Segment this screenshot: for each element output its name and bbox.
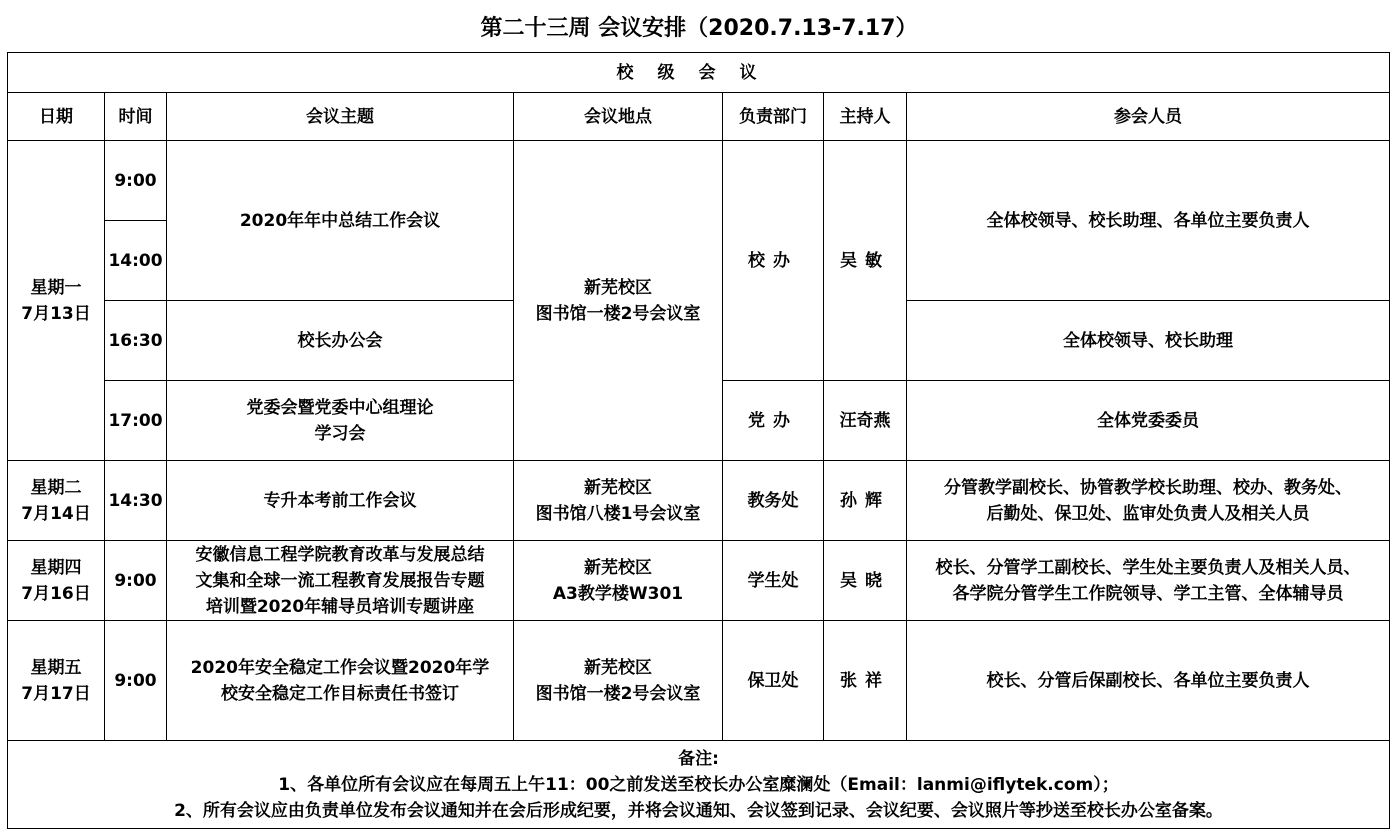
notes-cell <box>8 741 1390 829</box>
department-cell: 保卫处 <box>723 621 824 741</box>
department-cell: 党办 <box>723 381 824 461</box>
header-row <box>8 93 1390 141</box>
topic-cell: 2020年年中总结工作会议 <box>167 141 514 301</box>
section-row <box>8 53 1390 93</box>
attendees-cell: 校长、分管后保副校长、各单位主要负责人 <box>907 621 1390 741</box>
location-cell: 新芜校区 图书馆八楼1号会议室 <box>514 461 723 541</box>
time-cell: 9:00 <box>105 621 167 741</box>
department-cell: 教务处 <box>723 461 824 541</box>
location-cell: 新芜校区 A3教学楼W301 <box>514 541 723 621</box>
department-cell: 学生处 <box>723 541 824 621</box>
time-cell: 17:00 <box>105 381 167 461</box>
header-topic: 会议主题 <box>167 93 514 141</box>
date-cell: 星期四 7月16日 <box>8 541 105 621</box>
host-cell: 吴晓 <box>824 541 907 621</box>
header-department: 负责部门 <box>723 93 824 141</box>
note-item: 2、所有会议应由负责单位发布会议通知并在会后形成纪要，并将会议通知、会议签到记录、会议纪要、会议照片等抄送至校长办公室备案。 <box>174 800 1223 821</box>
section-title: 校级会议 <box>8 53 1390 93</box>
table-row <box>8 541 1390 621</box>
meeting-schedule-table <box>7 52 1390 829</box>
table-row <box>8 621 1390 741</box>
location-cell: 新芜校区 图书馆一楼2号会议室 <box>514 141 723 461</box>
header-location: 会议地点 <box>514 93 723 141</box>
page-title: 第二十三周 会议安排（2020.7.13-7.17） <box>480 15 918 41</box>
topic-cell: 2020年安全稳定工作会议暨2020年学 校安全稳定工作目标责任书签订 <box>167 621 514 741</box>
attendees-cell: 分管教学副校长、协管教学校长助理、校办、教务处、 后勤处、保卫处、监审处负责人及相关人员 <box>907 461 1390 541</box>
time-cell: 14:30 <box>105 461 167 541</box>
host-cell: 孙辉 <box>824 461 907 541</box>
header-host: 主持人 <box>824 93 907 141</box>
date-cell: 星期五 7月17日 <box>8 621 105 741</box>
topic-cell: 校长办公会 <box>167 301 514 381</box>
attendees-cell: 校长、分管学工副校长、学生处主要负责人及相关人员、 各学院分管学生工作院领导、学工主管、全体辅导员 <box>907 541 1390 621</box>
topic-cell: 党委会暨党委中心组理论 学习会 <box>167 381 514 461</box>
attendees-cell: 全体校领导、校长助理 <box>907 301 1390 381</box>
host-cell: 张祥 <box>824 621 907 741</box>
department-cell: 校办 <box>723 141 824 381</box>
topic-cell: 安徽信息工程学院教育改革与发展总结 文集和全球一流工程教育发展报告专题 培训暨2020年辅导员培训专题讲座 <box>167 541 514 621</box>
note-item: 1、各单位所有会议应在每周五上午11：00之前发送至校长办公室糜澜处（Email：lanmi@iflytek.com）； <box>278 774 1119 795</box>
header-time: 时间 <box>105 93 167 141</box>
table-row <box>8 461 1390 541</box>
time-cell: 9:00 <box>105 541 167 621</box>
header-attendees: 参会人员 <box>907 93 1390 141</box>
topic-cell: 专升本考前工作会议 <box>167 461 514 541</box>
attendees-cell: 全体校领导、校长助理、各单位主要负责人 <box>907 141 1390 301</box>
header-date: 日期 <box>8 93 105 141</box>
date-cell: 星期一 7月13日 <box>8 141 105 461</box>
time-cell: 16:30 <box>105 301 167 381</box>
notes-label: 备注: <box>678 748 719 769</box>
time-cell: 9:00 <box>105 141 167 221</box>
host-cell: 汪奇燕 <box>824 381 907 461</box>
location-cell: 新芜校区 图书馆一楼2号会议室 <box>514 621 723 741</box>
table-row <box>8 141 1390 221</box>
attendees-cell: 全体党委委员 <box>907 381 1390 461</box>
time-cell: 14:00 <box>105 221 167 301</box>
notes-row <box>8 741 1390 829</box>
host-cell: 吴敏 <box>824 141 907 381</box>
date-cell: 星期二 7月14日 <box>8 461 105 541</box>
